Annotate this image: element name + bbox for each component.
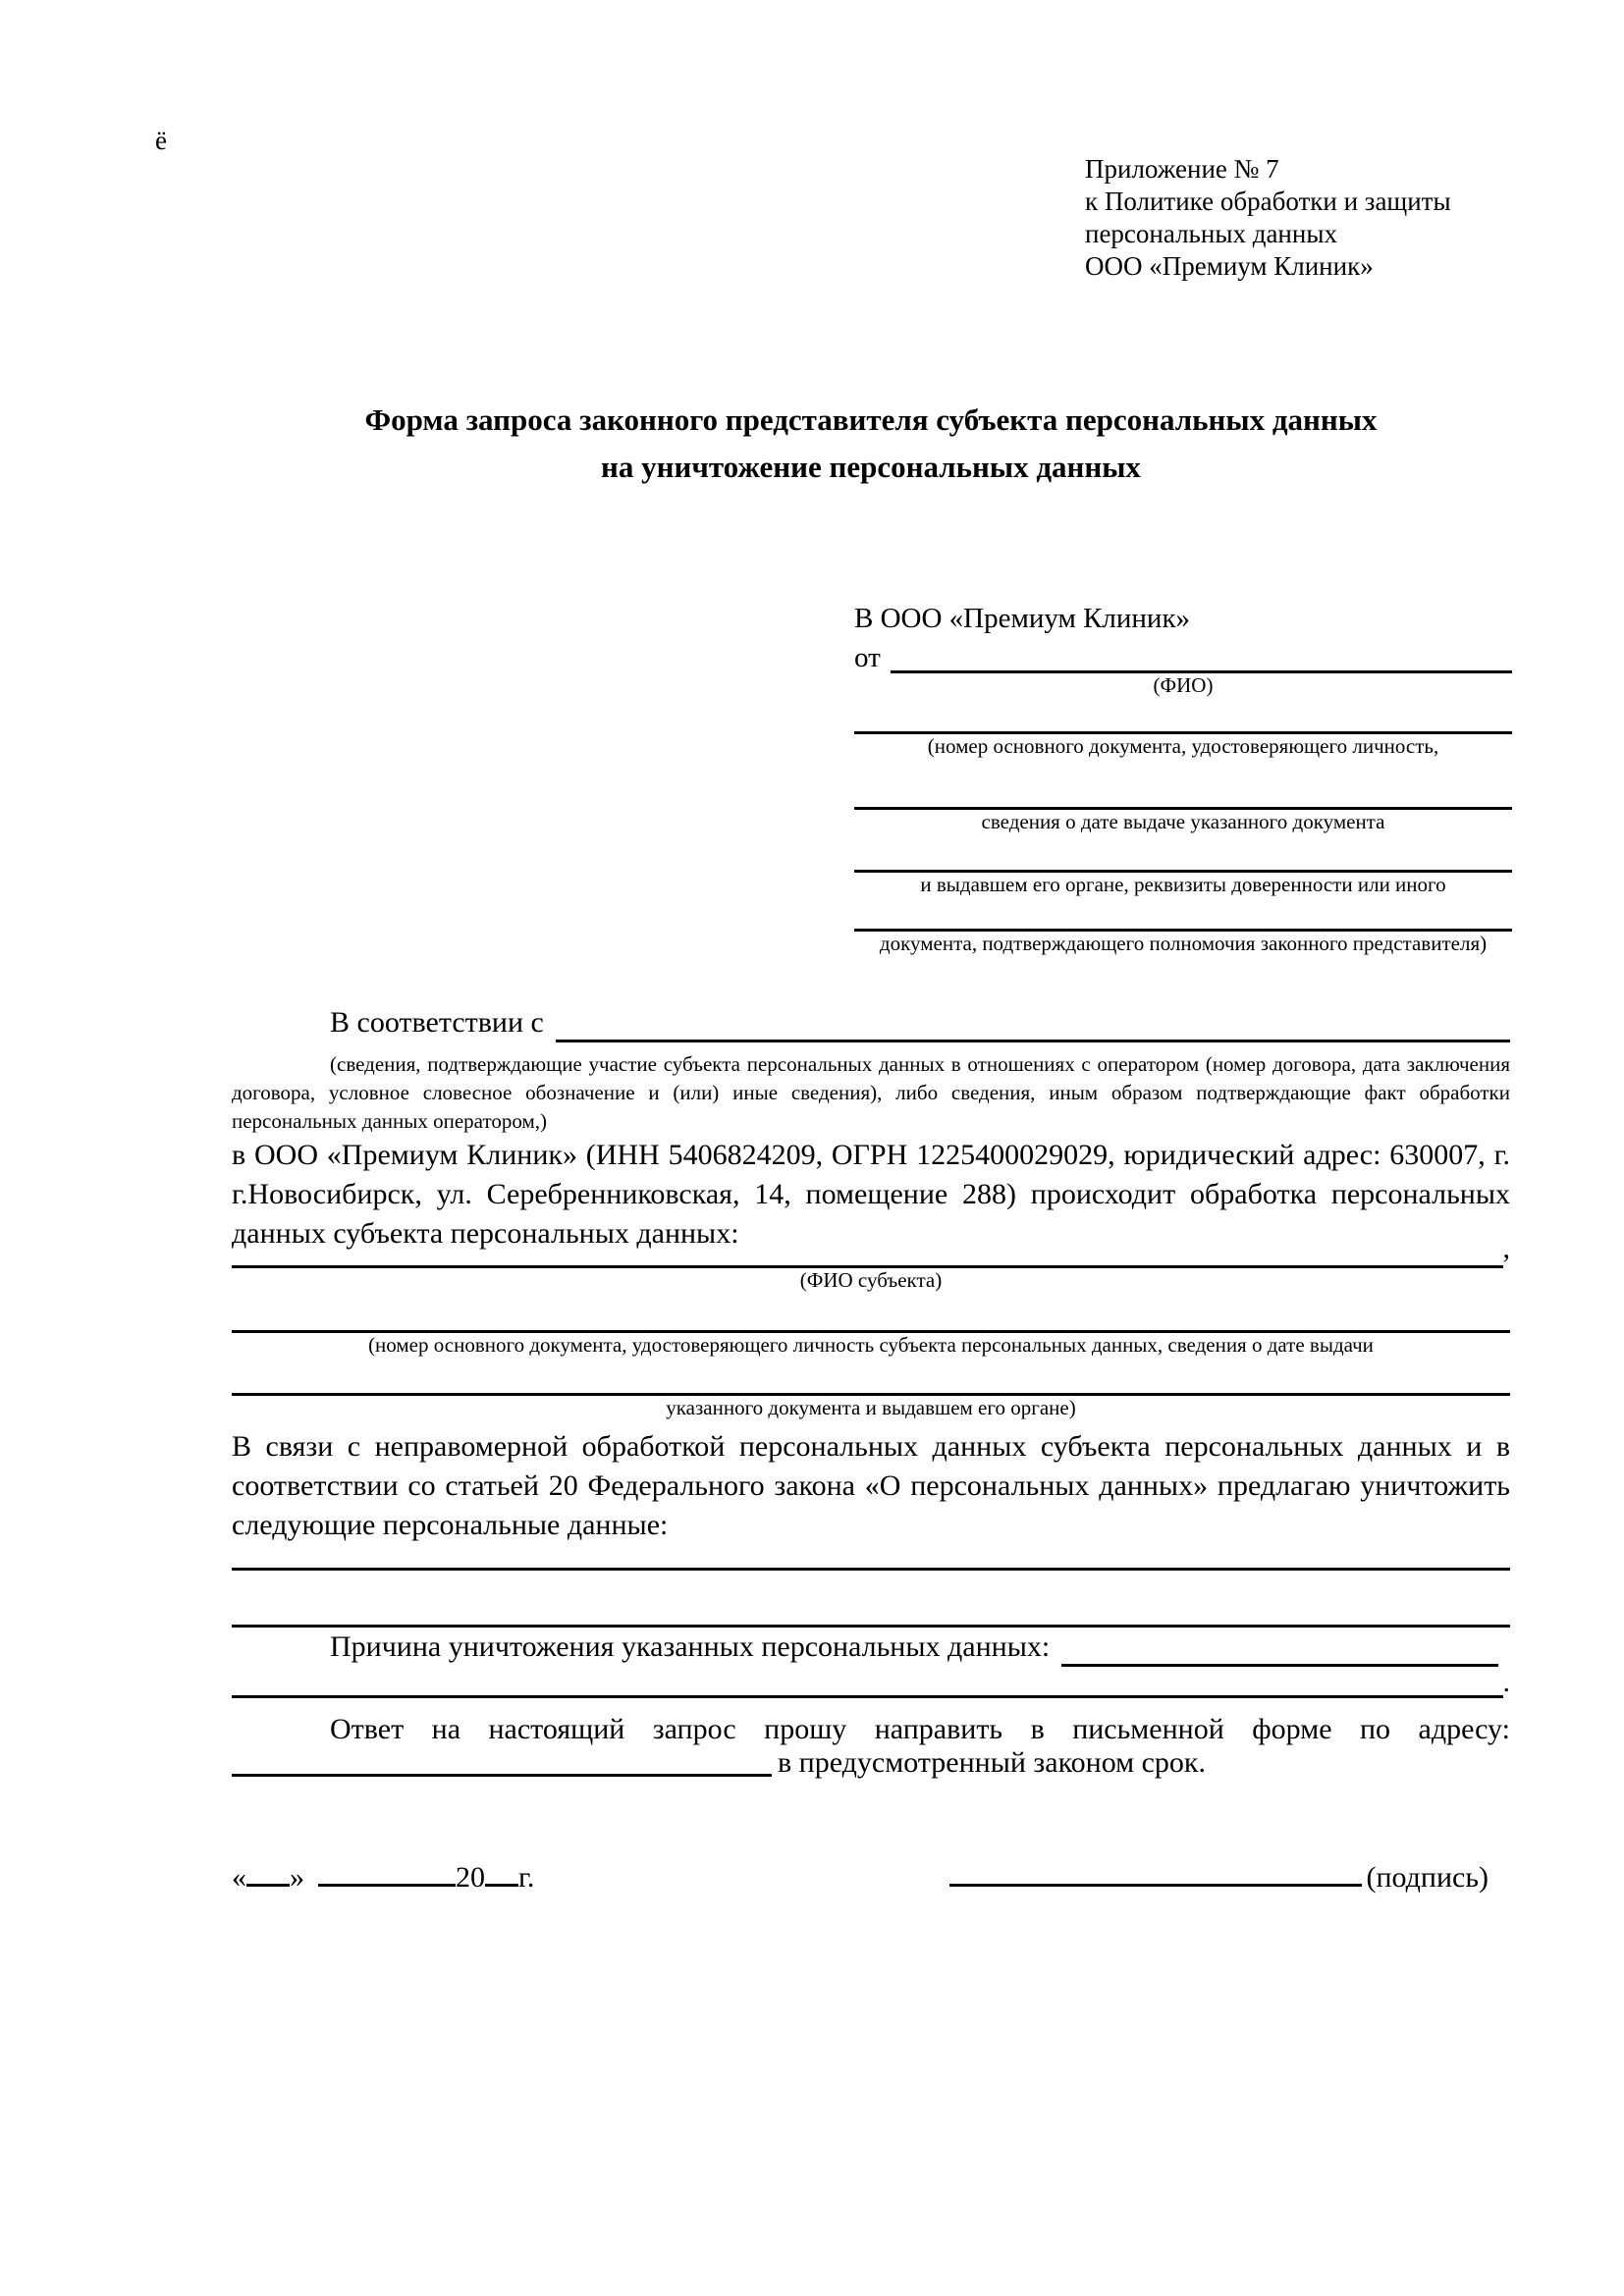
representative-doc-caption-3: и выдавшем его органе, реквизиты доверенности или иного bbox=[920, 873, 1446, 896]
year-prefix: 20 bbox=[456, 1861, 485, 1894]
reason-line-2[interactable] bbox=[232, 1694, 1503, 1698]
reply-address-row bbox=[232, 1746, 1510, 1779]
accordance-basis-line[interactable] bbox=[556, 1039, 1510, 1042]
subject-fio-caption: (ФИО субъекта) bbox=[799, 1268, 943, 1292]
accordance-note: (сведения, подтверждающие участие субъекта персональных данных в отношениях с оператором (номер договора, дата заключения договора, условное словесное обозначение и (или) иные сведения), либо сведения, иным образом подтверждающие факт обработки персональных данных оператором,) bbox=[232, 1052, 1510, 1133]
representative-doc-issuer-line[interactable] bbox=[854, 833, 1512, 873]
document-body bbox=[232, 1003, 1510, 1777]
appendix-policy-line: к Политике обработки и защиты bbox=[1085, 187, 1451, 216]
date-day-line[interactable] bbox=[246, 1884, 290, 1887]
representative-doc-caption-4: документа, подтверждающего полномочия законного представителя) bbox=[879, 932, 1488, 955]
data-to-destroy-line-2[interactable] bbox=[232, 1571, 1510, 1628]
reason-label: Причина уничтожения указанных персональных данных: bbox=[330, 1630, 1051, 1663]
date-open-quote: « bbox=[232, 1861, 246, 1894]
from-label: от bbox=[854, 642, 881, 673]
reason-line-1[interactable] bbox=[1061, 1663, 1498, 1667]
reply-address-line[interactable] bbox=[232, 1773, 772, 1777]
from-row bbox=[854, 642, 1512, 673]
date-year-line[interactable] bbox=[485, 1884, 518, 1887]
date-field bbox=[232, 1858, 534, 1897]
operator-paragraph: в ООО «Премиум Клиник» (ИНН 5406824209, ОГРН 1225400029029, юридический адрес: 630007, г. г.Новосибирск, ул. Серебренниковская, 14, помещение 288) происходит обработка персональных данных субъекта персональных данных: bbox=[232, 1139, 1510, 1250]
subject-doc-issuer-line[interactable] bbox=[232, 1357, 1510, 1396]
subject-doc-caption: (номер основного документа, удостоверяющего личность субъекта персональных данных, сведения о дате выдачи bbox=[368, 1333, 1374, 1357]
accordance-row bbox=[232, 1003, 1510, 1042]
trailing-comma: , bbox=[1502, 1232, 1510, 1264]
addressee-organization: В ООО «Премиум Клиник» bbox=[854, 603, 1191, 634]
appendix-company-line: ООО «Премиум Клиник» bbox=[1085, 251, 1374, 281]
date-close-quote: » bbox=[290, 1861, 304, 1894]
subject-doc-number-line[interactable] bbox=[232, 1292, 1510, 1333]
document-title-line-1: Форма запроса законного представителя субъекта персональных данных bbox=[364, 402, 1378, 437]
date-month-line[interactable] bbox=[318, 1884, 456, 1887]
destroy-paragraph: В связи с неправомерной обработкой персональных данных субъекта персональных данных и в соответствии со статьей 20 Федерального закона «О персональных данных» предлагаю уничтожить следующие персональные данные: bbox=[232, 1430, 1510, 1541]
signature-date-row bbox=[232, 1858, 1510, 1897]
data-to-destroy-line-1[interactable] bbox=[232, 1545, 1510, 1571]
appendix-header bbox=[1085, 153, 1522, 283]
reply-paragraph: Ответ на настоящий запрос прошу направить в письменной форме по адресу: bbox=[330, 1713, 1510, 1745]
representative-doc-number-line[interactable] bbox=[854, 697, 1512, 734]
representative-doc-caption-1: (номер основного документа, удостоверяющего личность, bbox=[927, 734, 1439, 758]
reason-continuation-row bbox=[232, 1667, 1510, 1698]
representative-doc-date-line[interactable] bbox=[854, 758, 1512, 810]
document-title bbox=[232, 397, 1510, 491]
signature-line[interactable] bbox=[949, 1884, 1362, 1887]
stray-character: ё bbox=[155, 126, 167, 155]
reason-row bbox=[232, 1628, 1510, 1667]
signature-field bbox=[949, 1858, 1489, 1897]
trailing-period: . bbox=[1502, 1666, 1510, 1698]
appendix-policy-line: персональных данных bbox=[1085, 219, 1337, 248]
appendix-number: Приложение № 7 bbox=[1085, 154, 1279, 184]
signature-caption: (подпись) bbox=[1366, 1861, 1489, 1894]
representative-authority-line[interactable] bbox=[854, 896, 1512, 932]
fio-caption: (ФИО) bbox=[1153, 673, 1214, 697]
year-suffix: г. bbox=[518, 1861, 535, 1894]
representative-doc-caption-2: сведения о дате выдаче указанного документа bbox=[981, 810, 1385, 833]
document-title-line-2: на уничтожение персональных данных bbox=[601, 450, 1141, 484]
accordance-lead: В соответствии с bbox=[330, 1006, 544, 1039]
reply-tail: в предусмотренный законом срок. bbox=[778, 1746, 1206, 1779]
subject-org-caption: указанного документа и выдавшем его органе) bbox=[666, 1396, 1076, 1419]
addressee-block bbox=[854, 601, 1512, 955]
